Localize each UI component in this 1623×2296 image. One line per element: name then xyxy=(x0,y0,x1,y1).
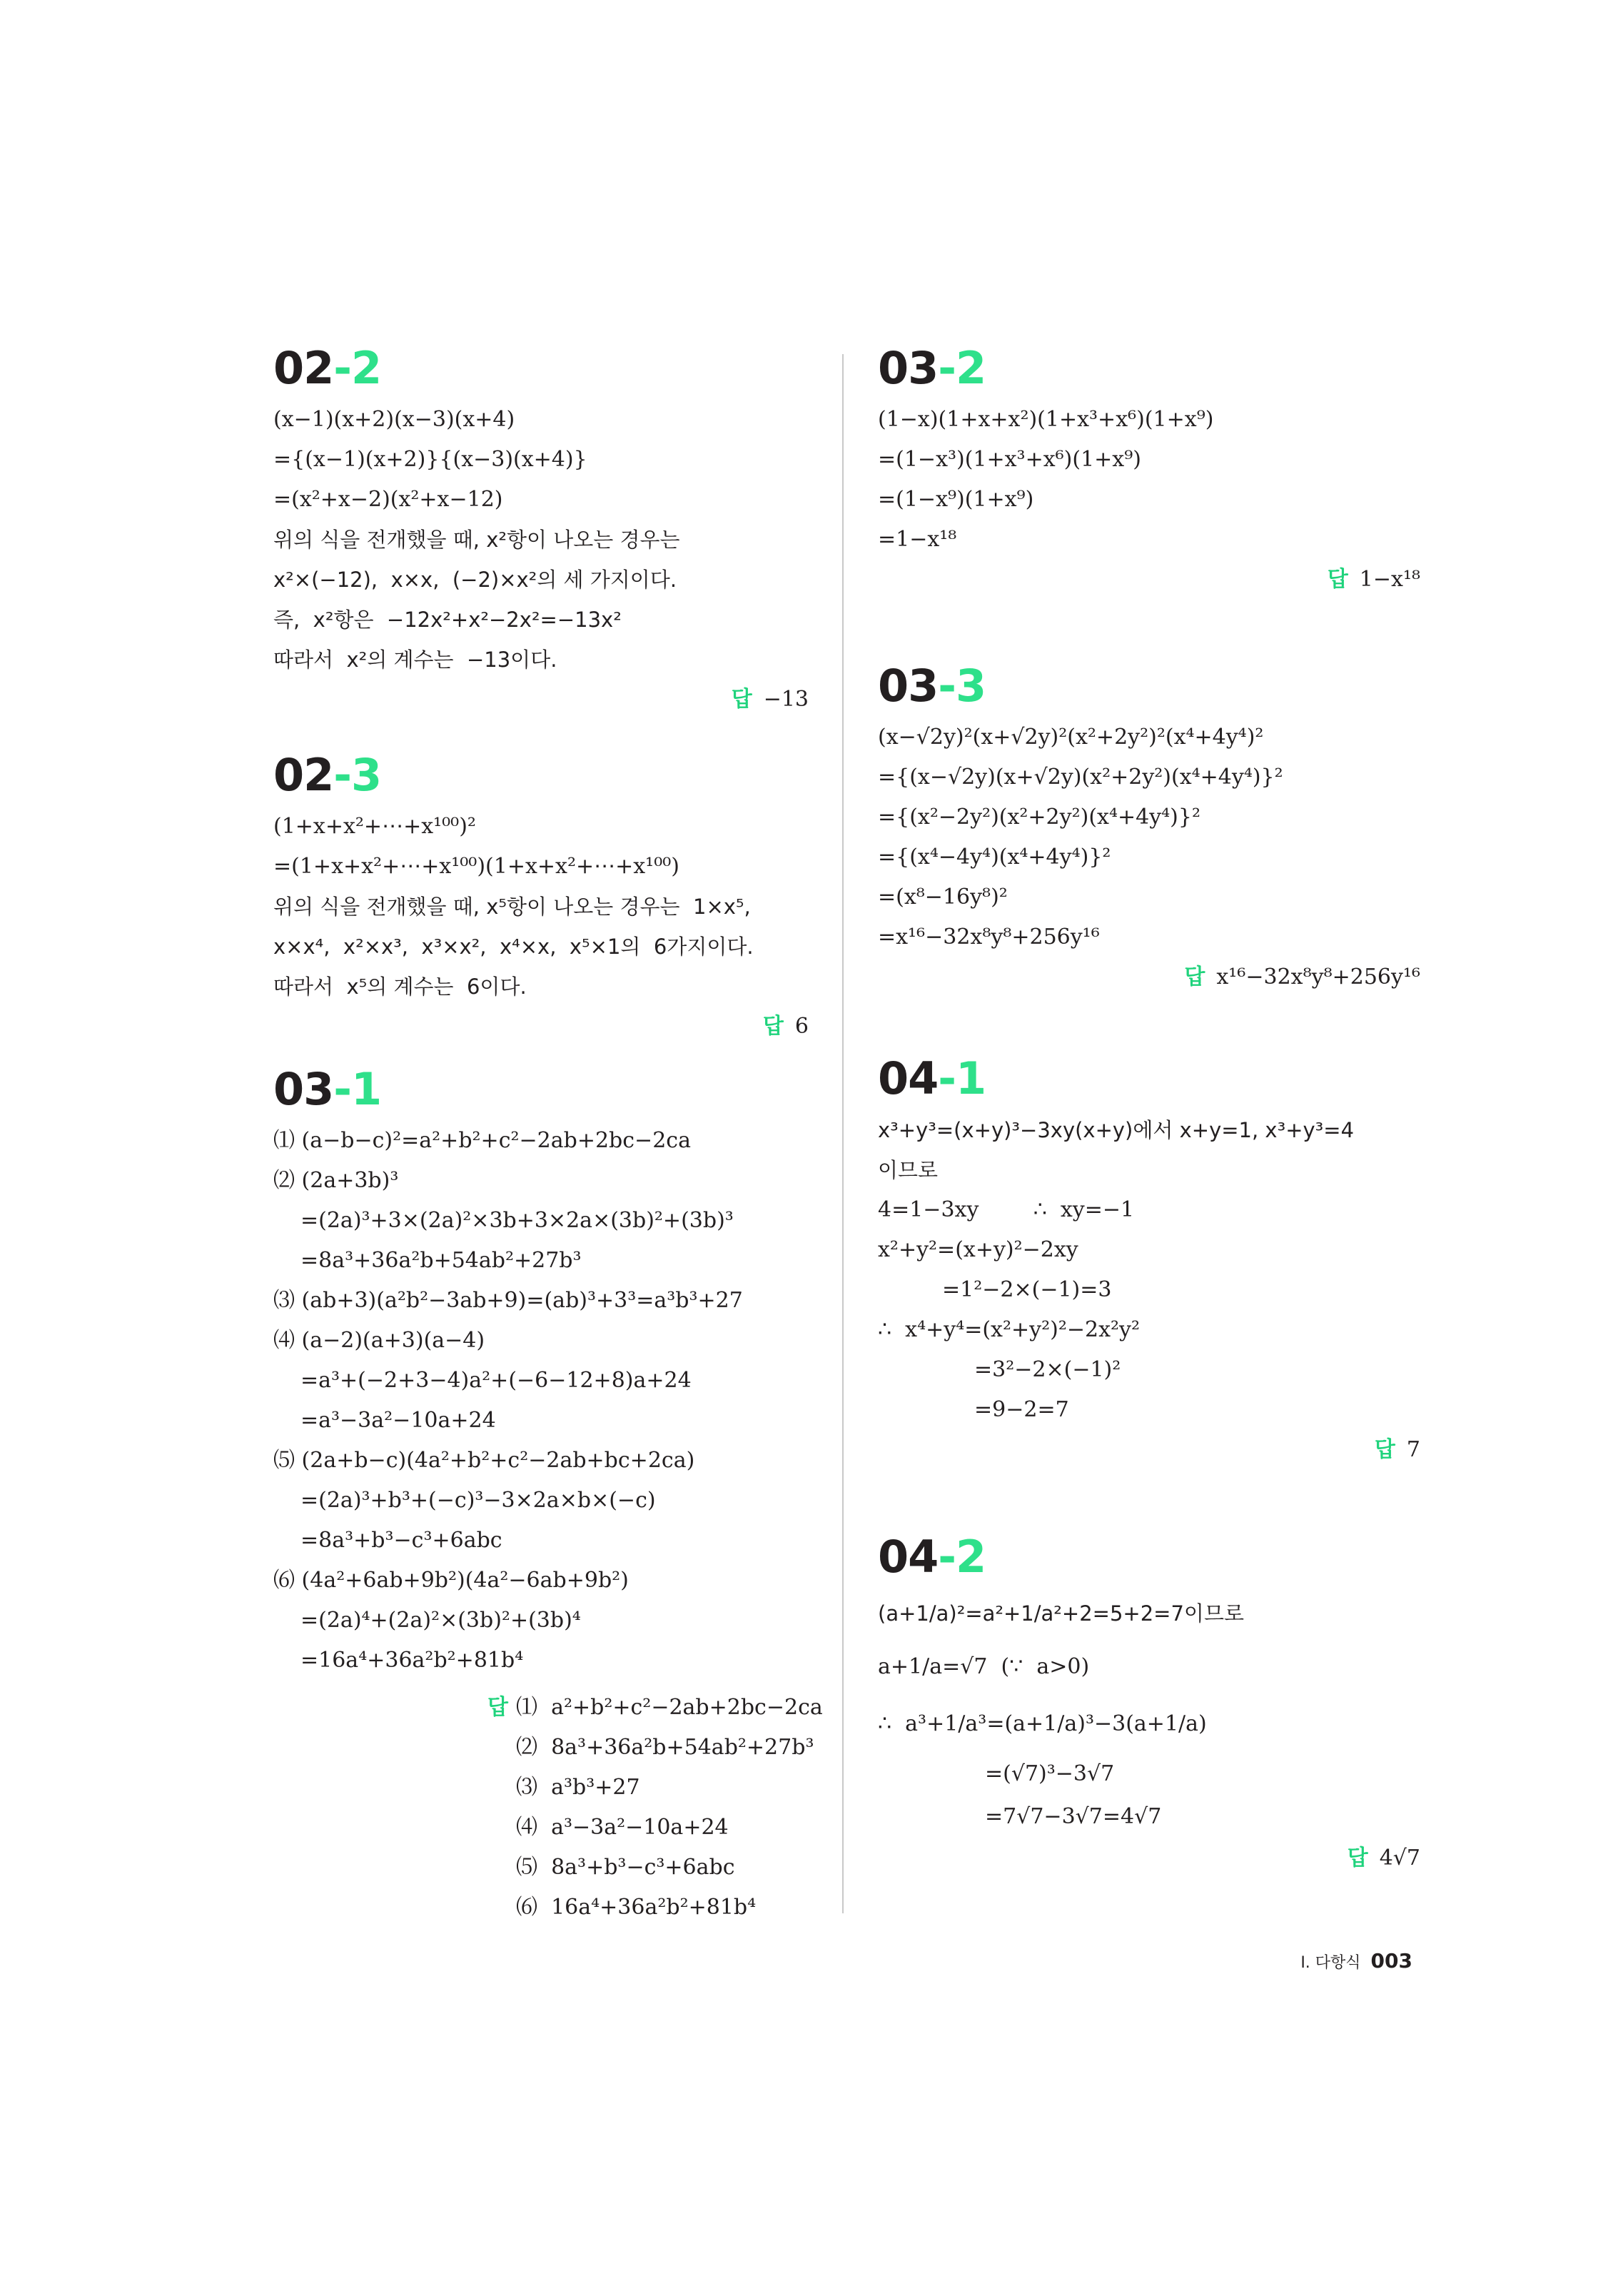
math-line: =(x⁸−16y⁸)² xyxy=(878,885,1008,910)
answer-tag: 답 xyxy=(762,1014,784,1039)
page-footer xyxy=(1300,1949,1412,1973)
answer-item: ⑷ a³−3a²−10a+24 xyxy=(516,1815,729,1840)
math-line: ⑶ (ab+3)(a²b²−3ab+9)=(ab)³+3³=a³b³+27 xyxy=(273,1288,743,1313)
math-line: (1−x)(1+x+x²)(1+x³+x⁶)(1+x⁹) xyxy=(878,407,1214,432)
math-line: =(1−x³)(1+x³+x⁶)(1+x⁹) xyxy=(878,447,1141,472)
math-line: =9−2=7 xyxy=(974,1397,1069,1422)
section-03-1 xyxy=(273,1063,823,1928)
section-heading: 04-2 xyxy=(878,1531,986,1583)
math-line: ⑵ (2a+3b)³ xyxy=(273,1168,399,1193)
section-02-3 xyxy=(273,750,809,1047)
text-line: x²×(−12), x×x, (−2)×x²의 세 가지이다. xyxy=(273,568,677,592)
page-number: 003 xyxy=(1370,1949,1412,1973)
section-02-2 xyxy=(273,343,809,720)
answer: 답 4√7 xyxy=(1347,1846,1420,1870)
answer-item: ⑵ 8a³+36a²b+54ab²+27b³ xyxy=(516,1735,814,1760)
section-03-3 xyxy=(878,660,1420,997)
chapter-label: I. 다항식 xyxy=(1300,1954,1361,1972)
math-line: =3²−2×(−1)² xyxy=(974,1357,1121,1382)
section-heading: 04-1 xyxy=(878,1052,986,1104)
answer: 답 6 xyxy=(762,1014,809,1039)
answer-item: 답 ⑴ a²+b²+c²−2ab+2bc−2ca xyxy=(273,1688,809,1728)
section-heading: 03-1 xyxy=(273,1063,382,1115)
math-line: ∴ a³+1/a³=(a+1/a)³−3(a+1/a) xyxy=(878,1711,1207,1736)
section-heading: 03-2 xyxy=(878,342,986,394)
text-line: (a+1/a)²=a²+1/a²+2=5+2=7이므로 xyxy=(878,1601,1244,1626)
answer: 답 7 xyxy=(1374,1437,1420,1462)
column-divider xyxy=(842,354,844,1913)
math-line: (x−√2y)²(x+√2y)²(x²+2y²)²(x⁴+4y⁴)² xyxy=(878,725,1264,750)
math-line: =7√7−3√7=4√7 xyxy=(985,1804,1162,1829)
math-line: =a³−3a²−10a+24 xyxy=(300,1408,496,1433)
answer-tag: 답 xyxy=(1327,567,1348,592)
answer: 답 −13 xyxy=(731,687,809,712)
text-line: 위의 식을 전개했을 때, x²항이 나오는 경우는 xyxy=(273,528,680,552)
math-line: =(1−x⁹)(1+x⁹) xyxy=(878,487,1034,512)
math-line: =x¹⁶−32x⁸y⁸+256y¹⁶ xyxy=(878,925,1100,950)
math-line: x²+y²=(x+y)²−2xy xyxy=(878,1237,1078,1262)
math-line: =a³+(−2+3−4)a²+(−6−12+8)a+24 xyxy=(300,1368,692,1393)
math-line: =16a⁴+36a²b²+81b⁴ xyxy=(300,1648,524,1673)
math-line: ⑴ (a−b−c)²=a²+b²+c²−2ab+2bc−2ca xyxy=(273,1128,691,1153)
answer-tag: 답 xyxy=(1184,965,1205,990)
text-line: 즉, x²항은 −12x²+x²−2x²=−13x² xyxy=(273,608,622,632)
text-line: 이므로 xyxy=(878,1158,939,1182)
answer: 답 x¹⁶−32x⁸y⁸+256y¹⁶ xyxy=(1184,965,1420,990)
section-03-2 xyxy=(878,343,1420,600)
answer-tag: 답 xyxy=(1374,1437,1395,1462)
math-line: =1²−2×(−1)=3 xyxy=(942,1277,1112,1302)
answer-tag: 답 xyxy=(731,687,752,712)
answer-item: ⑸ 8a³+b³−c³+6abc xyxy=(516,1855,735,1880)
section-04-2 xyxy=(878,1531,1420,1878)
math-line: ∴ x⁴+y⁴=(x²+y²)²−2x²y² xyxy=(878,1317,1140,1342)
math-line: =(2a)⁴+(2a)²×(3b)²+(3b)⁴ xyxy=(300,1608,581,1633)
answer: 답 1−x¹⁸ xyxy=(1327,567,1420,592)
text-line: 위의 식을 전개했을 때, x⁵항이 나오는 경우는 1×x⁵, xyxy=(273,895,751,919)
math-line: =1−x¹⁸ xyxy=(878,527,957,552)
section-heading: 02-3 xyxy=(273,749,382,801)
math-line: ={(x−1)(x+2)}{(x−3)(x+4)} xyxy=(273,447,587,472)
math-line: =(√7)³−3√7 xyxy=(985,1761,1115,1786)
math-line: =(x²+x−2)(x²+x−12) xyxy=(273,487,503,512)
math-line: ⑷ (a−2)(a+3)(a−4) xyxy=(273,1328,485,1353)
text-line: 따라서 x⁵의 계수는 6이다. xyxy=(273,975,527,999)
math-line: ={(x⁴−4y⁴)(x⁴+4y⁴)}² xyxy=(878,845,1111,870)
section-heading: 03-3 xyxy=(878,660,986,712)
answer-item: ⑹ 16a⁴+36a²b²+81b⁴ xyxy=(516,1895,757,1920)
text-line: x³+y³=(x+y)³−3xy(x+y)에서 x+y=1, x³+y³=4 xyxy=(878,1118,1355,1142)
answer-item: ⑶ a³b³+27 xyxy=(516,1775,640,1800)
math-line: ={(x²−2y²)(x²+2y²)(x⁴+4y⁴)}² xyxy=(878,805,1200,830)
section-heading: 02-2 xyxy=(273,342,382,394)
math-line: =8a³+36a²b+54ab²+27b³ xyxy=(300,1248,582,1273)
math-line: ⑹ (4a²+6ab+9b²)(4a²−6ab+9b²) xyxy=(273,1568,629,1593)
math-line: (1+x+x²+⋯+x¹⁰⁰)² xyxy=(273,814,476,839)
text-line: x×x⁴, x²×x³, x³×x², x⁴×x, x⁵×1의 6가지이다. xyxy=(273,935,754,959)
answer-list xyxy=(273,1688,823,1928)
math-line: =(2a)³+b³+(−c)³−3×2a×b×(−c) xyxy=(300,1488,656,1513)
math-line: ⑸ (2a+b−c)(4a²+b²+c²−2ab+bc+2ca) xyxy=(273,1448,695,1473)
text-line: 따라서 x²의 계수는 −13이다. xyxy=(273,648,557,672)
math-line: a+1/a=√7 (∵ a>0) xyxy=(878,1654,1090,1679)
section-04-1 xyxy=(878,1053,1420,1470)
math-line: ={(x−√2y)(x+√2y)(x²+2y²)(x⁴+4y⁴)}² xyxy=(878,765,1283,790)
answer-tag: 답 xyxy=(487,1695,508,1720)
math-line: 4=1−3xy ∴ xy=−1 xyxy=(878,1197,1135,1222)
math-line: (x−1)(x+2)(x−3)(x+4) xyxy=(273,407,515,432)
answer-tag: 답 xyxy=(1347,1846,1368,1870)
math-line: =8a³+b³−c³+6abc xyxy=(300,1528,502,1553)
math-line: =(2a)³+3×(2a)²×3b+3×2a×(3b)²+(3b)³ xyxy=(300,1208,734,1233)
math-line: =(1+x+x²+⋯+x¹⁰⁰)(1+x+x²+⋯+x¹⁰⁰) xyxy=(273,854,679,879)
